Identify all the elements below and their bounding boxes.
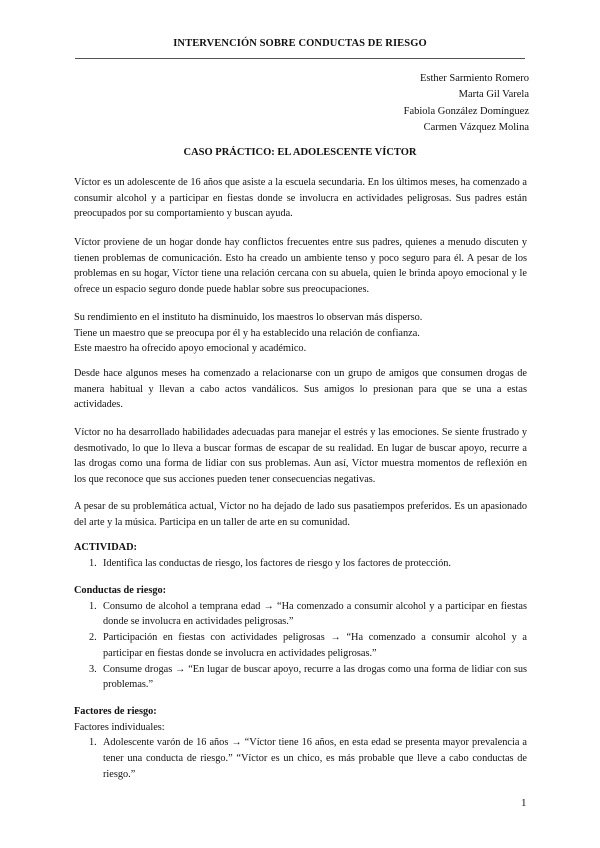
risk-behaviors-list <box>74 599 527 693</box>
risk-behaviors-section <box>74 583 527 693</box>
paragraph-line: Su rendimiento en el instituto ha disminuido, los maestros lo observan más disperso. <box>74 312 423 323</box>
list-number: 1. <box>89 600 97 612</box>
risk-factors-section <box>74 704 527 783</box>
list-item-text: Adolescente varón de 16 años → “Víctor tiene 16 años, en esta edad se presenta mayor prevalencia a tener una conducta de riesgo.” “Víctor es un chico, es más probable que lleve a cabo conductas de riesgo.” <box>103 737 527 780</box>
author-name: Carmen Vázquez Molina <box>423 121 529 133</box>
activity-title: ACTIVIDAD: <box>74 542 137 553</box>
case-title: CASO PRÁCTICO: EL ADOLESCENTE VÍCTOR <box>183 147 417 158</box>
list-number: 3. <box>89 663 97 675</box>
paragraph-5 <box>74 425 527 488</box>
paragraph-text: Víctor proviene de un hogar donde hay conflictos frecuentes entre sus padres, quienes a menudo discuten y tienen problemas de comunicación. Esto ha creado un ambiente tenso y poco seguro para él. A pesar de los problemas en su hogar, Víctor tiene una relación cercana con su abuela, quien le brinda apoyo emocional y le ofrece un espacio seguro donde puede hablar sobre sus preocupaciones. <box>74 237 527 296</box>
list-number: 1. <box>89 557 97 569</box>
paragraph-6 <box>74 499 527 530</box>
list-item-text: Participación en fiestas con actividades peligrosas → “Ha comenzado a consumir alcohol y a participar en fiestas donde se involucra en actividades peligrosas.” <box>103 632 527 659</box>
paragraph-text: A pesar de su problemática actual, Víctor no ha dejado de lado sus pasatiempos preferidos. Es un apasionado del arte y la música. Participa en un taller de arte en su comunidad. <box>74 501 527 528</box>
paragraph-4 <box>74 366 527 413</box>
paragraph-line: Tiene un maestro que se preocupa por él y ha establecido una relación de confianza. <box>74 327 420 339</box>
paragraph-text: Víctor no ha desarrollado habilidades adecuadas para manejar el estrés y las emociones. Se siente frustrado y desmotivado, lo que lo lleva a buscar formas de escapar de su realidad. En lugar de buscar apoyo, recurre a las drogas como una forma de lidiar con sus problemas. Aun así, Víctor muestra momentos de reflexión en los que reconoce que sus acciones pueden tener consecuencias negativas. <box>74 427 527 486</box>
list-item-text: Consumo de alcohol a temprana edad → “Ha comenzado a consumir alcohol y a participar en fiestas donde se involucra en actividades peligrosas.” <box>103 600 527 628</box>
list-number: 1. <box>89 737 97 749</box>
list-item <box>74 599 527 630</box>
activity-list <box>74 556 527 572</box>
risk-behaviors-title: Conductas de riesgo: <box>74 585 167 596</box>
risk-factors-subtitle: Factores individuales: <box>74 721 165 733</box>
paragraph-line: Este maestro ha ofrecido apoyo emocional y académico. <box>74 343 307 355</box>
list-item-text: Identifica las conductas de riesgo, los factores de riesgo y los factores de protección. <box>103 557 451 569</box>
list-number: 2. <box>89 632 97 644</box>
activity-section <box>74 540 527 571</box>
list-item-text: Consume drogas → “En lugar de buscar apoyo, recurre a las drogas como una forma de lidiar con sus problemas.” <box>103 663 527 691</box>
list-item <box>74 556 527 572</box>
paragraph-text: Víctor es un adolescente de 16 años que asiste a la escuela secundaria. En los últimos meses, ha comenzado a consumir alcohol y a participar en fiestas donde se involucra en actividades peligrosas. Sus padres están preocupados por su comportamiento y buscan ayuda. <box>74 177 527 220</box>
header-rule <box>75 58 525 59</box>
list-item <box>74 735 527 782</box>
list-item <box>74 630 527 661</box>
author-list <box>404 71 529 136</box>
paragraph-2 <box>74 235 527 298</box>
paragraph-3 <box>74 310 527 357</box>
author-name: Fabiola González Domínguez <box>403 105 529 117</box>
paragraph-1 <box>74 175 527 222</box>
document-header: INTERVENCIÓN SOBRE CONDUCTAS DE RIESGO <box>173 38 427 49</box>
author-name: Esther Sarmiento Romero <box>419 73 529 84</box>
risk-factors-list <box>74 735 527 782</box>
paragraph-text: Desde hace algunos meses ha comenzado a relacionarse con un grupo de amigos que consumen drogas de manera habitual y llevan a cabo actos vandálicos. Sus amigos lo presionan para que se una a estas actividades. <box>74 368 527 411</box>
author-name: Marta Gil Varela <box>458 89 529 101</box>
risk-factors-title: Factores de riesgo: <box>74 706 157 717</box>
list-item <box>74 662 527 693</box>
page-number: 1 <box>521 797 527 809</box>
